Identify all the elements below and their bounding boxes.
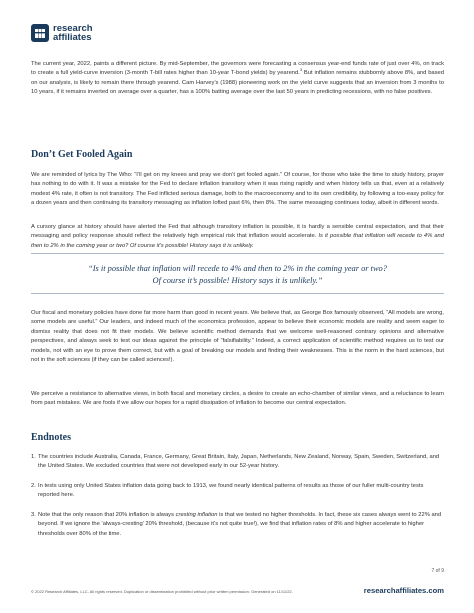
page-number: 7 of 9 <box>431 568 444 574</box>
endnote-text-part: is that we tested no higher thresholds. In fact, these six cases always went to 22% and beyond. If we ignore the ‘always-cresting’ 20% threshold, (because it’s not quite true!), we find that inflation rates of 8% and higher accelerate to higher thresholds over 80% of the time. <box>38 512 442 537</box>
endnote-number: 2. <box>31 483 36 489</box>
intro-paragraph <box>31 60 444 98</box>
logo-line-1: research <box>53 23 93 34</box>
endnote-text: The countries include Australia, Canada, France, Germany, Great Britain, Italy, Japan, Netherlands, New Zealand, Norway, Spain, Sweden, Switzerland, and the United States. We excluded countries that were not developed early in our 52-year history. <box>38 454 440 470</box>
copyright-notice: © 2022 Research Affiliates, LLC. All rights reserved. Duplication or dissemination prohibited without prior written permission. Generated on 11/11/22. <box>31 589 293 594</box>
quote-top-divider <box>31 253 444 254</box>
section-paragraph-4: We perceive a resistance to alternative views, in both fiscal and monetary circles, a desire to create an echo-chamber of similar views, and a reluctance to learn from past mistakes. We are fools if we allow our hopes for a rapid dissipation of inflation to become our central expectation. <box>31 391 444 407</box>
endnote-text <box>38 511 444 539</box>
endnote-item <box>31 482 444 501</box>
section-paragraph-1: We are reminded of lyrics by The Who: “I’ll get on my knees and pray we don’t get fooled again.” Of course, for those who take the time to study history, prayer has nothing to do with it. It was a mistake for the Fed to declare inflation transitory when it was rising rapidly and when history tells us that, even at a relatively modest 4% rate, it often is not transitory. The Fed inflicted serious damage, both to the macroeconomy and to its own credibility, by following a too-easy policy for a dozen years and then continuing its transitory messaging as inflation lofted past 6%, then 8%. The same messaging continues today, albeit in different words. <box>31 172 444 207</box>
logo-wordmark <box>53 24 93 42</box>
endnotes-heading: Endnotes <box>31 432 72 443</box>
section-paragraph-3: Our fiscal and monetary policies have done far more harm than good in recent years. We believe that, as George Box famously observed, “All models are wrong, some models are useful.” Our leaders, and indeed much of the economics profession, appear to believe their economic models are reality and seem eager to dismiss reality that does not fit their models. We believe scientific method demands that we welcome well-reasoned contrary opinions and alternative perspectives, and always seek to test our ideas against the principle of “falsifiability.” Indeed, a correct application of scientific method requires us to test our models, not with an eye to prove them correct, but with a goal of breaking our models and finding their weaknesses. This is the norm in the hard sciences, but not in the soft sciences (if they can be called sciences!). <box>31 310 444 364</box>
pull-quote-line-2: Of course it’s possible! History says it is unlikely.” <box>152 275 323 285</box>
logo-line-2: affiliates <box>53 32 92 43</box>
endnote-item <box>31 511 444 539</box>
pull-quote-line-1: “Is it possible that inflation will recede to 4% and then to 2% in the coming year or two? <box>88 264 387 273</box>
paragraph-2-italic: Is it possible that inflation will recede to 4% and then to 2% in the coming year or two? Of course it’s possible! History says it is unlikely. <box>31 233 444 249</box>
endnote-text-part: Note that the only reason that 20% inflation is always <box>38 512 176 518</box>
paragraph-2-text: A cursory glance at history should have alerted the Fed that although transitory inflation is possible, it is hardly a sensible central expectation, and that their messaging and policy response should reflect the relatively high empirical risk that inflation would accelerate. <box>31 224 444 240</box>
pull-quote <box>31 263 444 286</box>
endnote-text-italic: cresting inflation <box>175 512 218 518</box>
logo-mark-icon <box>31 24 49 42</box>
endnote-number: 3. <box>31 512 36 518</box>
footnote-ref-3[interactable]: 3 <box>299 67 303 73</box>
website-link[interactable]: researchaffiliates.com <box>363 586 444 595</box>
section-heading: Don’t Get Fooled Again <box>31 149 133 160</box>
logo-glyph-icon <box>34 27 46 39</box>
endnote-item <box>31 453 444 472</box>
intro-text-2: But inflation remains stubbornly above 8%, and based on our analysis, is likely to remain there through yearend. Cam Harvey’s (1988) pioneering work on the yield curve suggests that an inversion from 3 months to 10 years, if it remains inverted on average over a quarter, has a 100% batting average over the last 50 years in predicting recessions, with no false positives. <box>31 70 445 96</box>
company-logo[interactable] <box>31 24 93 42</box>
endnote-number: 1. <box>31 454 36 460</box>
intro-text-1: The current year, 2022, paints a different picture. By mid-September, the governors were forecasting a consensus year-end funds rate of just over 4%, on track to create a full yield-curve inversion (3-month T-bill rates higher than 10-year T-bond yields) by yearend. <box>31 61 444 77</box>
endnote-text: In tests using only United States inflation data going back to 1913, we found nearly identical patterns of results as those of our fuller multi-country tests reported here. <box>38 483 424 499</box>
quote-bottom-divider <box>31 293 444 294</box>
section-paragraph-2 <box>31 223 444 251</box>
